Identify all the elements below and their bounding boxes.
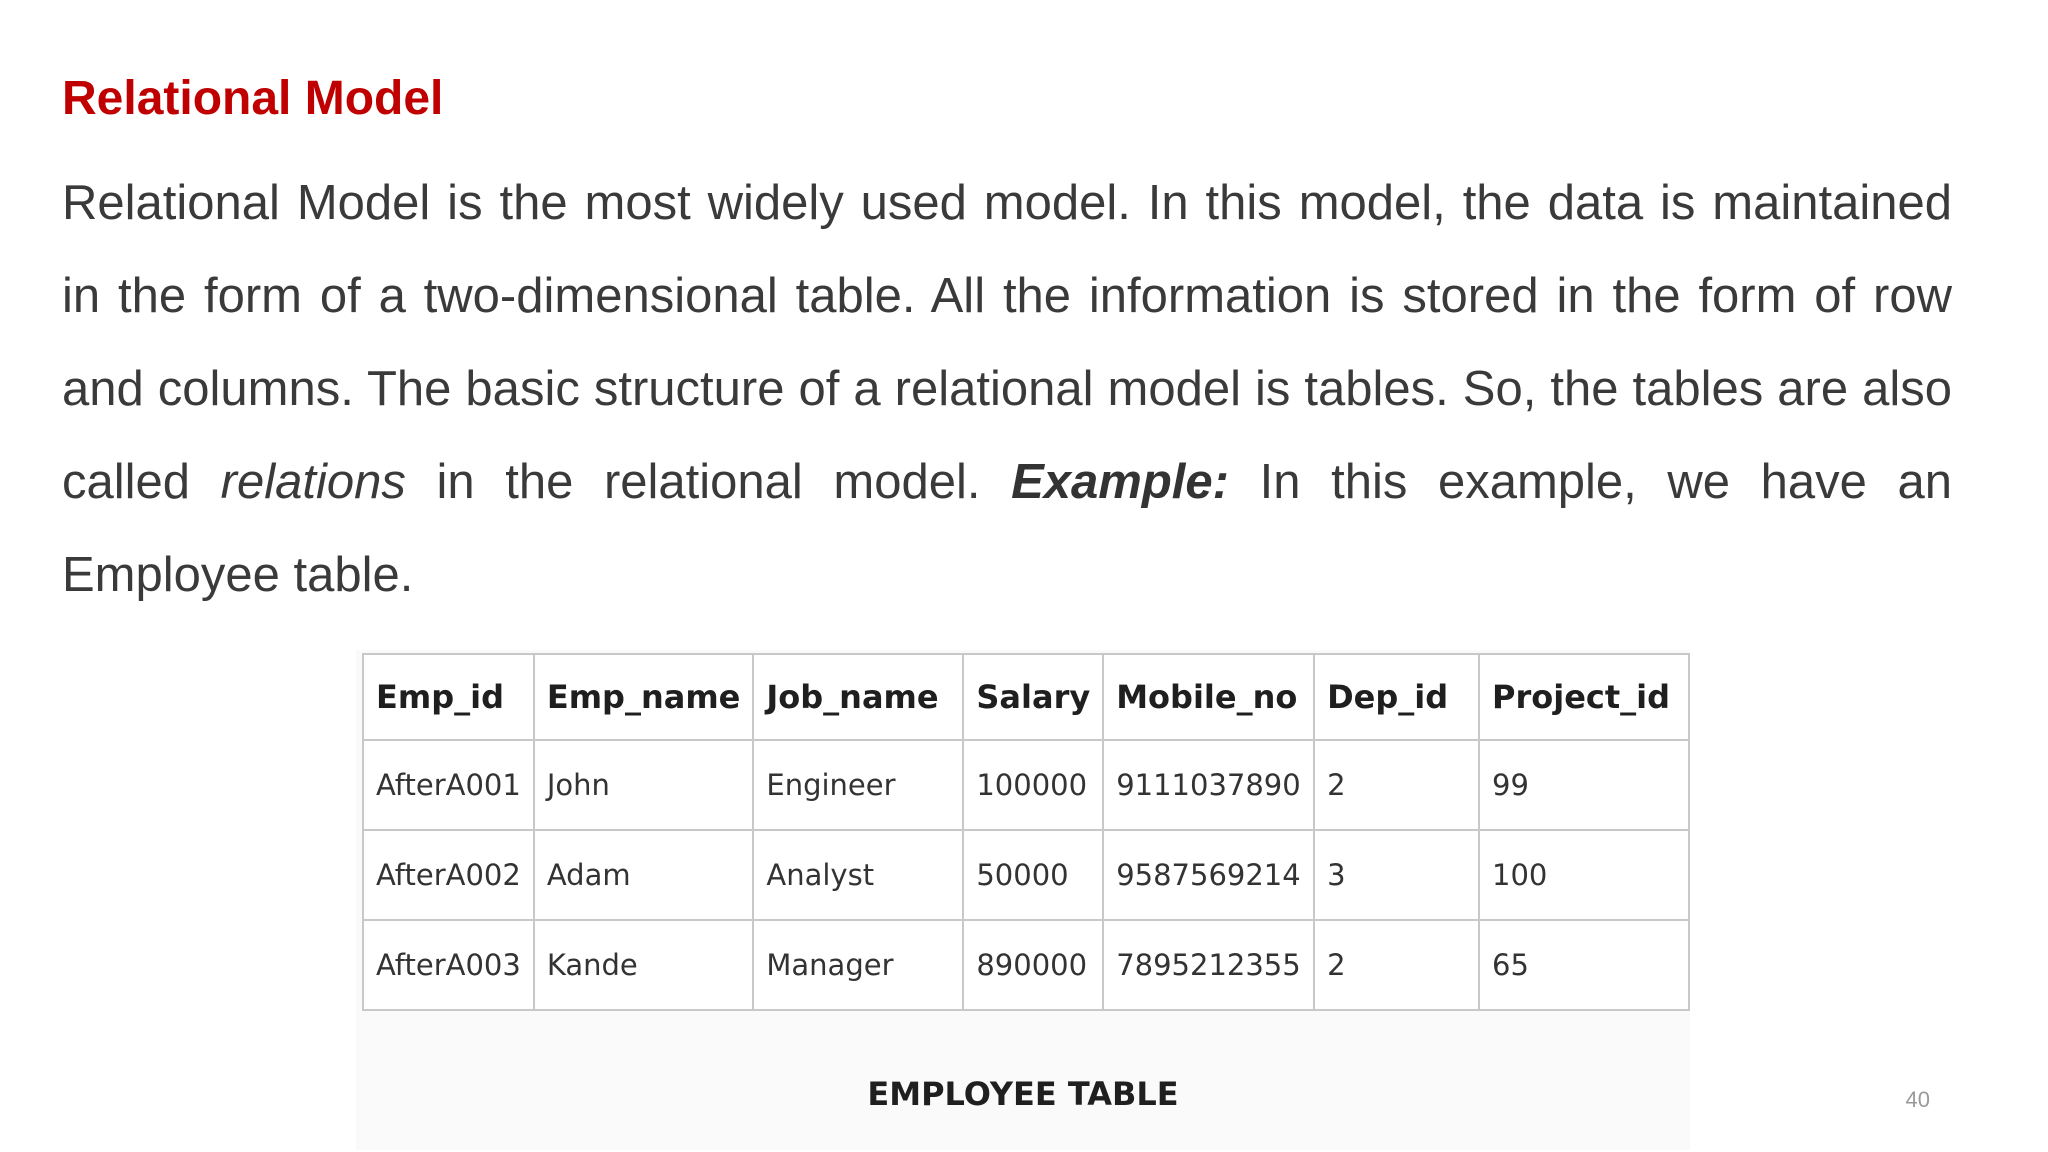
employee-table	[362, 653, 1690, 1011]
table-cell: Manager	[753, 920, 963, 1010]
body-text-part2: in the relational model.	[405, 455, 1012, 509]
table-cell: 890000	[963, 920, 1103, 1010]
employee-table-figure	[356, 650, 1690, 1150]
table-row	[363, 920, 1689, 1010]
example-label: Example:	[1011, 455, 1229, 509]
table-cell: 2	[1314, 740, 1479, 830]
column-header-job-name: Job_name	[753, 654, 963, 740]
table-cell: 100000	[963, 740, 1103, 830]
table-cell: 100	[1479, 830, 1689, 920]
column-header-dep-id: Dep_id	[1314, 654, 1479, 740]
column-header-emp-id: Emp_id	[363, 654, 534, 740]
table-cell: AfterA002	[363, 830, 534, 920]
table-row	[363, 830, 1689, 920]
table-cell: 7895212355	[1103, 920, 1314, 1010]
table-cell: Kande	[534, 920, 754, 1010]
table-cell: John	[534, 740, 754, 830]
table-cell: Analyst	[753, 830, 963, 920]
table-cell: 99	[1479, 740, 1689, 830]
column-header-salary: Salary	[963, 654, 1103, 740]
body-text-part3: In this example, we have an Employee table.	[62, 455, 1952, 602]
table-cell: Engineer	[753, 740, 963, 830]
body-paragraph	[62, 157, 1952, 622]
column-header-emp-name: Emp_name	[534, 654, 754, 740]
table-cell: 3	[1314, 830, 1479, 920]
column-header-project-id: Project_id	[1479, 654, 1689, 740]
table-cell: Adam	[534, 830, 754, 920]
table-cell: AfterA003	[363, 920, 534, 1010]
table-cell: 2	[1314, 920, 1479, 1010]
table-cell: 65	[1479, 920, 1689, 1010]
table-header-row	[363, 654, 1689, 740]
table-cell: 9111037890	[1103, 740, 1314, 830]
column-header-mobile-no: Mobile_no	[1103, 654, 1314, 740]
page-number: 40	[1905, 1087, 1930, 1112]
table-cell: 50000	[963, 830, 1103, 920]
table-row	[363, 740, 1689, 830]
slide-title: Relational Model	[62, 72, 444, 125]
table-caption: EMPLOYEE TABLE	[867, 1075, 1179, 1113]
table-cell: AfterA001	[363, 740, 534, 830]
body-text-part1: Relational Model is the most widely used model. In this model, the data is maintained in the form of a two-dimensional table. All the information is stored in the form of row and columns. The basic structure of a relational model is tables. So, the tables are also called	[62, 176, 1952, 509]
italic-term: relations	[220, 455, 406, 509]
table-cell: 9587569214	[1103, 830, 1314, 920]
